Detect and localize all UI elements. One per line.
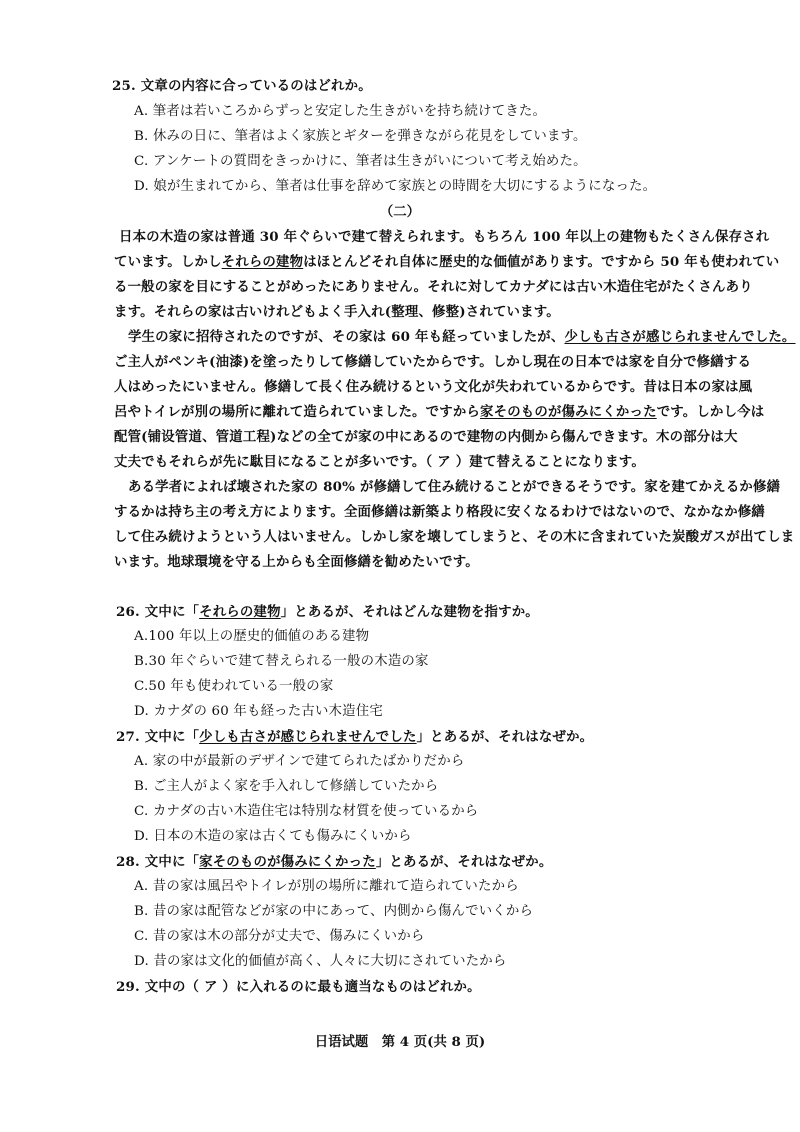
stem-text: 」とあるが、それはなぜか。 (375, 854, 553, 870)
q26-option-a: A.100 年以上の歴史的価値のある建物 (134, 629, 370, 644)
q27-option-c: C. カナダの古い木造住宅は特別な材質を使っているから (134, 804, 479, 819)
q28-option-a: A. 昔の家は風呂やトイレが別の場所に離れて造られていたから (134, 879, 519, 894)
q26-option-c: C.50 年も使われている一般の家 (134, 679, 334, 694)
passage-line: して住み続けようという人はいません。しかし家を壊してしまうと、その木に含まれていた炭酸ガスが出てしま (114, 529, 795, 545)
underlined-phrase-2: 少しも古さが感じられませんでした。 (564, 329, 796, 345)
passage-line: ます。それらの家は古いけれどもよく手入れ(整理、修整)されています。 (114, 304, 560, 320)
q28-option-d: D. 昔の家は文化的価値が高く、人々に大切にされていたから (134, 954, 507, 969)
passage-line: る一般の家を目にすることがめったにありません。それに対してカナダには古い木造住宅がたくさんあり (114, 279, 753, 295)
passage-line (128, 329, 796, 345)
passage-line: 配管(铺设管道、管道工程)などの全てが家の中にあるので建物の内側から傷んできます。木の部分は大 (114, 429, 738, 445)
q27-option-b: B. ご主人がよく家を手入れして修繕していたから (134, 779, 439, 794)
q25-option-a: A. 筆者は若いころからずっと安定した生きがいを持ち続けてきた。 (134, 104, 547, 119)
stem-text: 27. 文中に「 (116, 729, 200, 745)
passage-text: です。しかし今は (656, 404, 765, 420)
q27-stem (116, 729, 593, 745)
q25-option-c: C. アンケートの質問をきっかけに、筆者は生きがいについて考え始めた。 (134, 154, 587, 169)
q27-option-a: A. 家の中が最新のデザインで建てられたばかりだから (134, 754, 465, 769)
stem-underline: 家そのものが傷みにくかった (199, 854, 376, 870)
stem-text: 26. 文中に「 (116, 604, 200, 620)
stem-text: 」とあるが、それはどんな建物を指すか。 (280, 604, 539, 620)
passage-line: するかは持ち主の考え方によります。全面修繕は新築より格段に安くなるわけではないので、なかなか修繕 (114, 504, 766, 520)
passage-line (114, 254, 779, 270)
passage-text: はほとんどそれ自体に歴史的な価値があります。ですから 50 年も使われてい (303, 254, 780, 270)
passage-text: 学生の家に招待されたのですが、その家は 60 年も経っていましたが、 (128, 329, 565, 345)
stem-text: 28. 文中に「 (116, 854, 200, 870)
passage-line: ある学者によれば壊された家の 80% が修繕して住み続けることができるそうです。家を建てかえるか修繕 (128, 479, 781, 495)
passage-text: ています。しかし (114, 254, 222, 270)
q29-stem: 29. 文中の（ ア ）に入れるのに最も適当なものはどれか。 (116, 979, 481, 995)
passage-text: 呂やトイレが別の場所に離れて造られていました。ですから (114, 404, 481, 420)
q25-option-d: D. 娘が生まれてから、筆者は仕事を辞めて家族との時間を大切にするようになった。 (134, 179, 657, 194)
passage-line: います。地球環境を守る上からも全面修繕を勧めたいです。 (114, 554, 479, 570)
stem-text: 」とあるが、それはなぜか。 (416, 729, 594, 745)
passage-line: 日本の木造の家は普通 30 年ぐらいで建て替えられます。もちろん 100 年以上の建物もたくさん保存され (119, 229, 770, 245)
q25-option-b: B. 休みの日に、筆者はよく家族とギターを弾きながら花見をしています。 (134, 129, 587, 144)
q26-option-d: D. カナダの 60 年も経った古い木造住宅 (134, 704, 383, 719)
q27-option-d: D. 日本の木造の家は古くても傷みにくいから (134, 829, 412, 844)
underlined-phrase-3: 家そのものが傷みにくかった (480, 404, 657, 420)
q25-stem: 25. 文章の内容に合っているのはどれか。 (112, 78, 372, 94)
page-footer: 日语试题 第 4 页(共 8 页) (314, 1034, 486, 1050)
q26-option-b: B.30 年ぐらいで建て替えられる一般の木造の家 (134, 654, 429, 669)
q28-stem (116, 854, 553, 870)
q28-option-b: B. 昔の家は配管などが家の中にあって、内側から傷んでいくから (134, 904, 534, 919)
passage-line: ご主人がペンキ(油漆)を塗ったりして修繕していたからです。しかし現在の日本では家を自分で修繕する (114, 354, 752, 370)
q26-stem (116, 604, 539, 620)
passage-line: 人はめったにいません。修繕して長く住み続けるという文化が失われているからです。昔は日本の家は風 (114, 379, 753, 395)
underlined-phrase-1: それらの建物 (221, 254, 304, 270)
passage-line: 丈夫でもそれらが先に駄目になることが多いです。（ ア ）建て替えることになります。 (114, 454, 645, 470)
stem-underline: 少しも古さが感じられませんでした (199, 729, 417, 745)
section-title: （二） (379, 204, 421, 220)
passage-line (114, 404, 764, 420)
stem-underline: それらの建物 (199, 604, 281, 620)
q28-option-c: C. 昔の家は木の部分が丈夫で、傷みにくいから (134, 929, 425, 944)
